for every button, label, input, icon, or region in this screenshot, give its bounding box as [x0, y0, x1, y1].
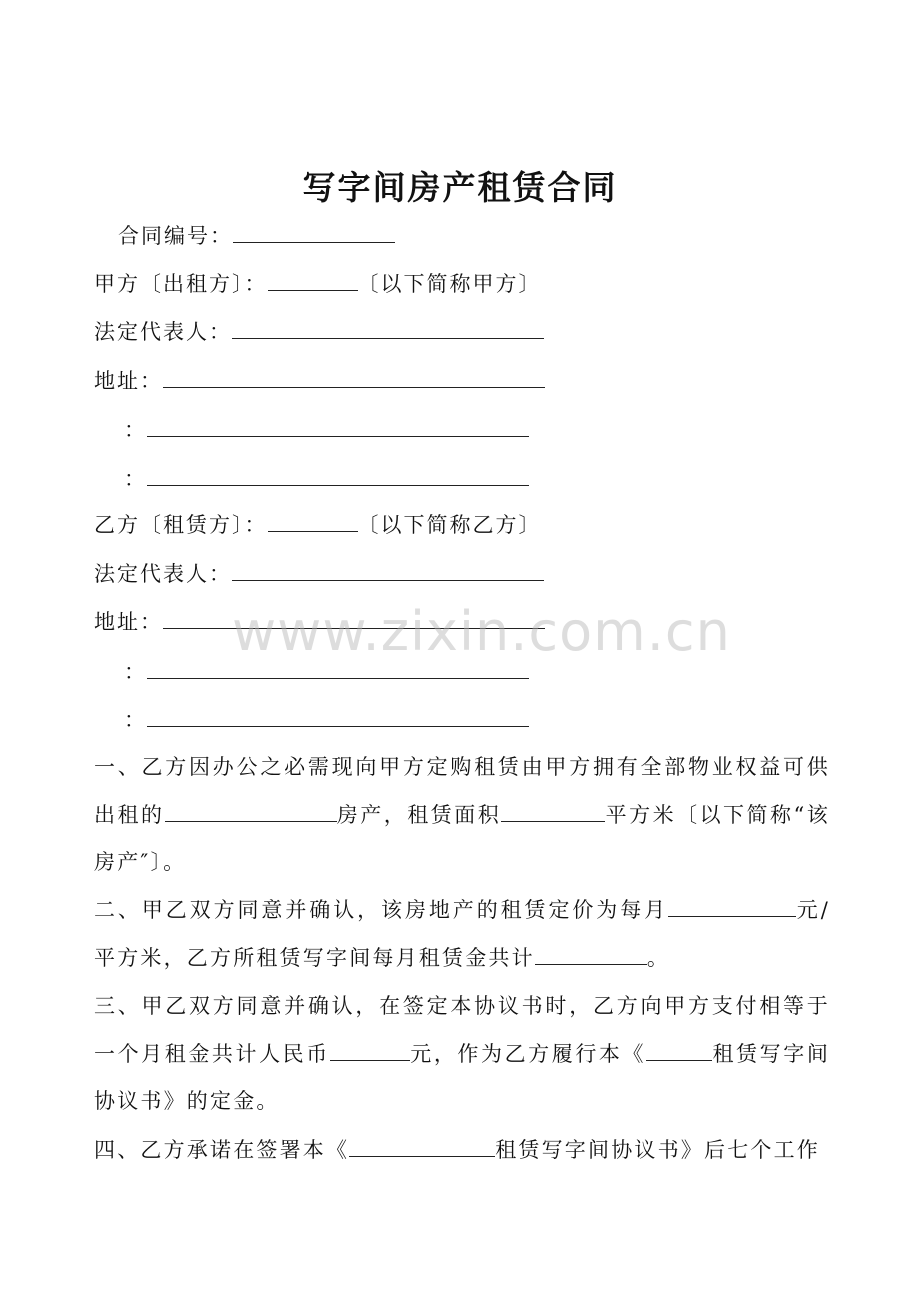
party-a-line	[94, 272, 542, 296]
watermark: www.zixin.com.cn	[232, 600, 731, 663]
party-a-extra-blank-2[interactable]	[147, 467, 529, 486]
party-b-address-line	[94, 610, 545, 634]
party-b-extra-blank-2[interactable]	[147, 708, 529, 727]
address-label: 地址：	[94, 369, 163, 393]
clause-2-price-blank[interactable]	[668, 898, 796, 917]
clause-4-text-a: 四、乙方承诺在签署本《	[94, 1138, 350, 1162]
party-b-extra-blank-1[interactable]	[147, 660, 529, 679]
party-a-legal-rep-blank[interactable]	[232, 320, 544, 339]
clause-4-name-blank[interactable]	[349, 1138, 495, 1157]
clause-1-text-a: 一、乙方因办公之必需现向甲方定购租赁由甲方拥有全部物业权益可供出租的	[94, 755, 830, 827]
colon-label: ：	[124, 467, 147, 491]
clause-1-area-blank[interactable]	[501, 803, 605, 822]
clause-2-total-blank[interactable]	[535, 946, 647, 965]
legal-rep-label: 法定代表人：	[94, 320, 232, 344]
address-label: 地址：	[94, 610, 163, 634]
colon-label: ：	[124, 418, 147, 442]
clause-1-property-blank[interactable]	[165, 803, 337, 822]
party-a-extra-blank-1[interactable]	[147, 418, 529, 437]
party-b-line	[94, 513, 542, 537]
party-a-extra-line-1	[124, 418, 529, 442]
party-a-address-blank[interactable]	[163, 369, 545, 388]
party-b-extra-line-1	[124, 660, 529, 684]
colon-label: ：	[124, 708, 147, 732]
colon-label: ：	[124, 660, 147, 684]
contract-number-blank[interactable]	[233, 224, 395, 243]
clause-3	[94, 983, 830, 1126]
party-b-legal-rep-line	[94, 562, 544, 586]
party-b-legal-rep-blank[interactable]	[232, 562, 544, 581]
clause-3-text-a: 三、甲乙双方同意并确认，在签定本协议书时，乙方向甲方支付相等于一个月租金共计人民币	[94, 994, 830, 1066]
party-b-extra-line-2	[124, 708, 529, 732]
contract-number-label: 合同编号：	[118, 224, 233, 248]
party-a-label: 甲方〔出租方〕：	[94, 272, 268, 296]
party-b-label: 乙方〔租赁方〕：	[94, 513, 268, 537]
clause-1-text-c: 平方米〔以下简称“该房产″〕。	[94, 802, 830, 874]
party-b-blank[interactable]	[268, 513, 358, 532]
document-title: 写字间房产租赁合同	[302, 168, 618, 207]
party-b-address-blank[interactable]	[163, 610, 545, 629]
clause-2-text-b: 元/平方米，乙方所租赁写字间每月租赁金共计	[94, 898, 830, 970]
clause-4-text-b: 租赁写字间协议书》后七个工作	[495, 1138, 821, 1162]
party-a-address-line	[94, 369, 545, 393]
contract-number-line	[118, 224, 395, 248]
clause-2-text-a: 二、甲乙双方同意并确认，该房地产的租赁定价为每月	[94, 898, 669, 922]
party-a-legal-rep-line	[94, 320, 544, 344]
clause-2	[94, 887, 830, 982]
party-a-extra-line-2	[124, 467, 529, 491]
clause-1-text-b: 房产，租赁面积	[336, 802, 502, 827]
clause-3-text-b: 元，作为乙方履行本《	[409, 1041, 647, 1066]
party-a-suffix: 〔以下简称甲方〕	[357, 272, 542, 296]
clause-3-text-c: 租赁写字间协议书》的定金。	[94, 1041, 831, 1113]
clause-4	[94, 1127, 830, 1175]
legal-rep-label: 法定代表人：	[94, 562, 232, 586]
party-b-suffix: 〔以下简称乙方〕	[357, 513, 542, 537]
clause-1	[94, 744, 830, 887]
clause-3-name-blank[interactable]	[646, 1042, 712, 1061]
clause-2-text-c: 。	[646, 945, 671, 970]
party-a-blank[interactable]	[268, 272, 358, 291]
clause-3-deposit-blank[interactable]	[330, 1042, 410, 1061]
